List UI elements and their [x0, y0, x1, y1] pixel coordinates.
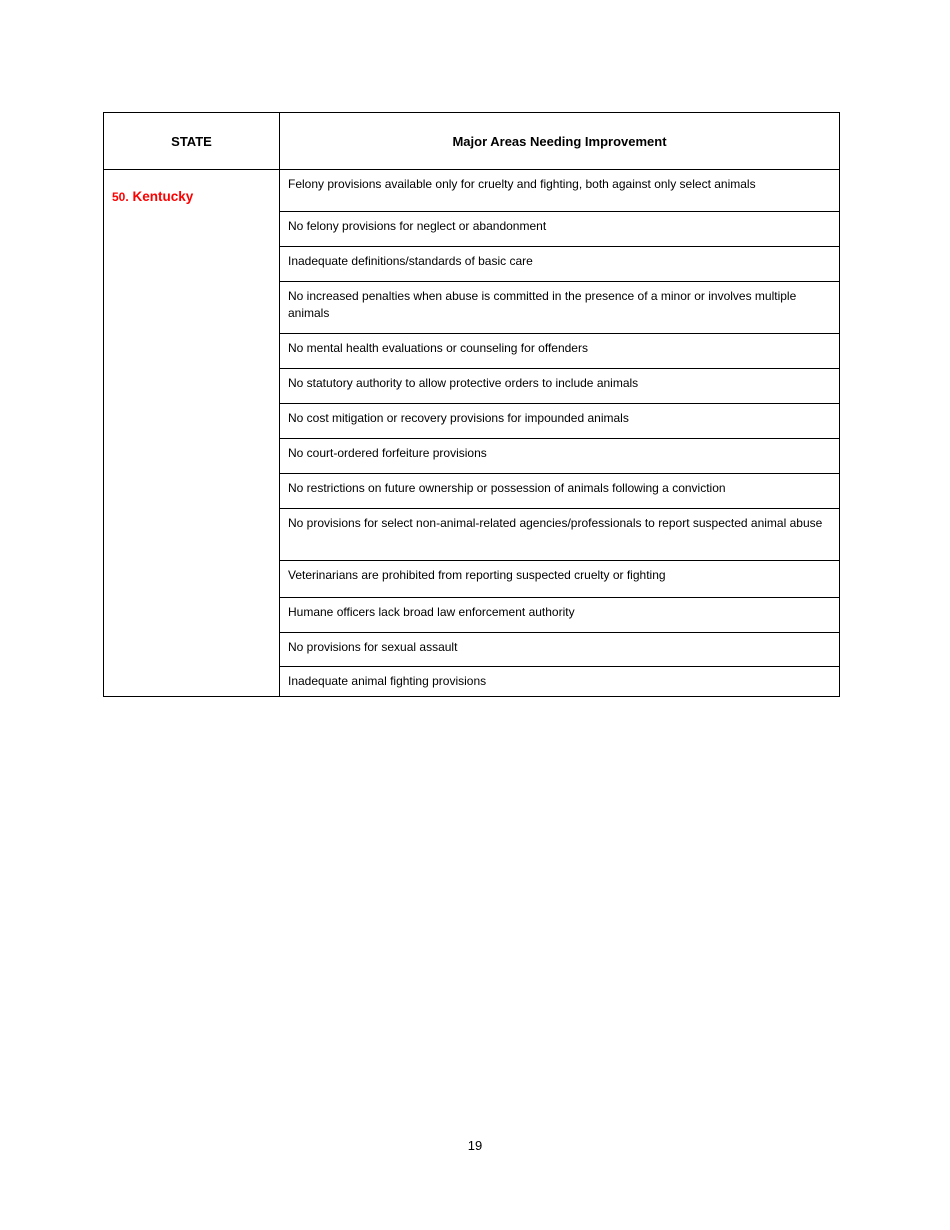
improvement-table [103, 112, 840, 697]
area-item: No mental health evaluations or counseling for offenders [280, 334, 840, 369]
table-header-row [104, 113, 840, 170]
state-rank: 50. [112, 190, 129, 204]
area-item: Inadequate definitions/standards of basic care [280, 247, 840, 282]
areas-column-header: Major Areas Needing Improvement [280, 113, 840, 170]
area-item: No court-ordered forfeiture provisions [280, 439, 840, 474]
area-item: No cost mitigation or recovery provisions for impounded animals [280, 404, 840, 439]
area-item: No felony provisions for neglect or abandonment [280, 212, 840, 247]
area-item: Veterinarians are prohibited from reporting suspected cruelty or fighting [280, 561, 840, 598]
area-item: No increased penalties when abuse is committed in the presence of a minor or involves multiple animals [280, 282, 840, 334]
state-column-header: STATE [104, 113, 280, 170]
state-label [112, 189, 193, 204]
area-item: No statutory authority to allow protective orders to include animals [280, 369, 840, 404]
area-item: No provisions for sexual assault [280, 633, 840, 667]
table-row [104, 170, 840, 212]
area-item: Humane officers lack broad law enforcement authority [280, 598, 840, 633]
state-name: Kentucky [132, 189, 194, 204]
area-item: No restrictions on future ownership or possession of animals following a conviction [280, 474, 840, 509]
area-item: Felony provisions available only for cruelty and fighting, both against only select animals [280, 170, 840, 212]
area-item: No provisions for select non-animal-related agencies/professionals to report suspected animal abuse [280, 509, 840, 561]
state-cell [104, 170, 280, 697]
area-item: Inadequate animal fighting provisions [280, 667, 840, 697]
page-number: 19 [467, 1138, 483, 1153]
